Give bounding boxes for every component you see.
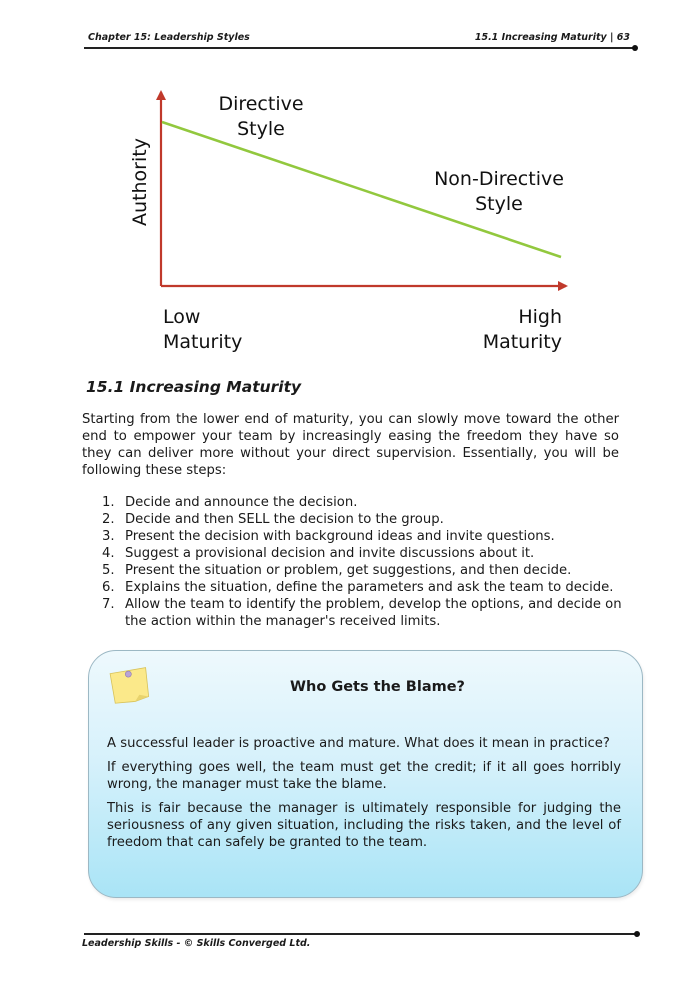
page-footer: Leadership Skills - © Skills Converged Ltd. [82,938,311,949]
section-heading: 15.1 Increasing Maturity [86,378,302,396]
list-item: 7. Allow the team to identify the problem, develop the options, and decide on the action within the manager's received limits. [102,597,622,629]
authority-maturity-diagram [0,70,700,360]
nondirective-style-label-line1: Non-Directive [434,168,564,190]
high-maturity-label-line1: High [518,306,562,328]
callout-box [88,650,643,898]
list-item: 4. Suggest a provisional decision and invite discussions about it. [102,546,535,561]
list-item: 6. Explains the situation, define the parameters and ask the team to decide. [102,580,614,595]
callout-title: Who Gets the Blame? [290,679,465,695]
y-axis-label: Authority [129,138,151,226]
list-item: 3. Present the decision with background ideas and invite questions. [102,529,555,544]
directive-style-label-line2: Style [237,118,285,140]
header-rule [84,47,634,49]
list-item: 5. Present the situation or problem, get suggestions, and then decide. [102,563,572,578]
list-item: 1. Decide and announce the decision. [102,495,358,510]
list-item: 2. Decide and then SELL the decision to the group. [102,512,444,527]
intro-paragraph: Starting from the lower end of maturity, you can slowly move toward the other end to empower your team by increasingly easing the freedom they have so they can deliver more without your direct supervision. Essentially, you will be following these steps: [82,412,619,478]
chapter-title: Chapter 15: Leadership Styles [88,32,250,43]
callout-paragraph: A successful leader is proactive and mature. What does it mean in practice? [107,736,610,751]
callout-paragraph: This is fair because the manager is ultimately responsible for judging the seriousness of any given situation, including the risks taken, and the level of freedom that can safely be granted to the team. [107,801,621,850]
header-rule-dot [632,45,638,51]
page-header [86,32,634,46]
low-maturity-label-line2: Maturity [163,331,243,353]
callout-body [107,735,621,858]
footer-rule-dot [634,931,640,937]
directive-style-label-line1: Directive [218,93,304,115]
steps-list [82,494,622,630]
section-page-number: 15.1 Increasing Maturity | 63 [474,32,630,43]
footer-rule [84,933,636,935]
nondirective-style-label-line2: Style [475,193,523,215]
low-maturity-label-line1: Low [163,306,201,328]
high-maturity-label-line2: Maturity [482,331,562,353]
callout-paragraph: If everything goes well, the team must get the credit; if it all goes horribly wrong, the manager must take the blame. [107,760,621,792]
